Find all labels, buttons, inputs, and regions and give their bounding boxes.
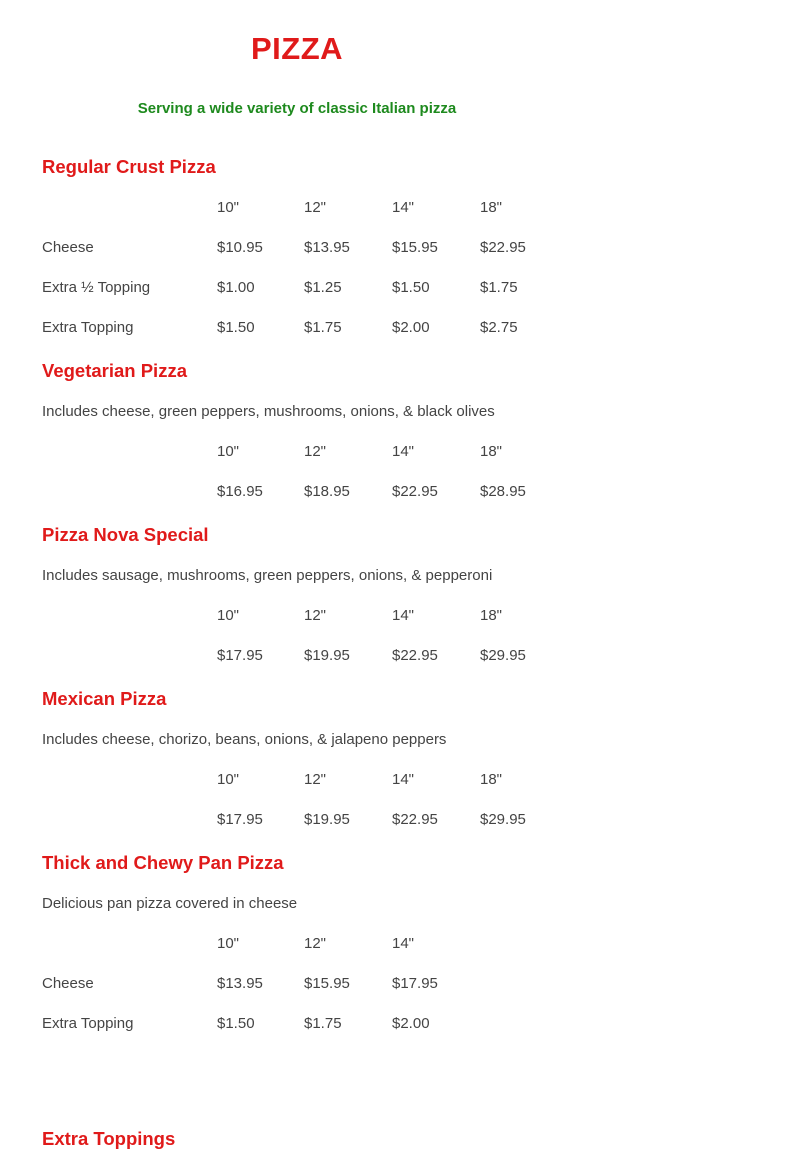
section-description: Delicious pan pizza covered in cheese — [42, 895, 298, 912]
size-header-row — [0, 934, 785, 954]
page-title: PIZZA — [250, 31, 344, 66]
price-row — [0, 974, 785, 994]
item-label: Extra Topping — [42, 1015, 134, 1032]
price: $2.75 — [480, 319, 518, 336]
section-description: Includes sausage, mushrooms, green peppers, onions, & pepperoni — [42, 567, 493, 584]
price-row — [0, 482, 785, 502]
size-label: 10" — [217, 935, 240, 952]
section-title-mexican: Mexican Pizza — [42, 688, 167, 709]
item-label: Extra Topping — [42, 319, 134, 336]
item-label: Cheese — [42, 975, 94, 992]
section-description: Includes cheese, chorizo, beans, onions, & jalapeno peppers — [42, 731, 447, 748]
price: $1.75 — [304, 319, 342, 336]
price: $1.25 — [304, 279, 342, 296]
size-label: 12" — [304, 935, 327, 952]
price-row — [0, 646, 785, 666]
price: $1.00 — [217, 279, 255, 296]
item-label: Extra ½ Topping — [42, 279, 151, 296]
price: $29.95 — [480, 811, 526, 828]
size-label: 14" — [392, 771, 415, 788]
price: $15.95 — [392, 239, 438, 256]
size-label: 18" — [480, 607, 503, 624]
price: $19.95 — [304, 647, 350, 664]
size-label: 12" — [304, 199, 327, 216]
size-label: 14" — [392, 607, 415, 624]
size-label: 14" — [392, 443, 415, 460]
price: $22.95 — [480, 239, 526, 256]
section-title-extra-toppings: Extra Toppings — [42, 1128, 176, 1149]
size-header-row — [0, 442, 785, 462]
price: $17.95 — [217, 811, 263, 828]
price: $28.95 — [480, 483, 526, 500]
size-label: 18" — [480, 443, 503, 460]
size-label: 10" — [217, 607, 240, 624]
section-title-regular-crust: Regular Crust Pizza — [42, 156, 216, 177]
price: $1.75 — [480, 279, 518, 296]
size-label: 10" — [217, 443, 240, 460]
price: $2.00 — [392, 319, 430, 336]
price-row — [0, 810, 785, 830]
price: $10.95 — [217, 239, 263, 256]
item-label: Cheese — [42, 239, 94, 256]
section-title-vegetarian: Vegetarian Pizza — [42, 360, 187, 381]
size-label: 12" — [304, 607, 327, 624]
price: $22.95 — [392, 483, 438, 500]
price: $17.95 — [392, 975, 438, 992]
price: $13.95 — [304, 239, 350, 256]
price-row — [0, 238, 785, 258]
price-row — [0, 278, 785, 298]
price: $19.95 — [304, 811, 350, 828]
section-description: Includes cheese, green peppers, mushrooms, onions, & black olives — [42, 403, 495, 420]
price: $1.75 — [304, 1015, 342, 1032]
price: $22.95 — [392, 647, 438, 664]
price-row — [0, 1014, 785, 1034]
page-subtitle: Serving a wide variety of classic Italian pizza — [137, 100, 457, 117]
size-label: 10" — [217, 771, 240, 788]
price-row — [0, 318, 785, 338]
size-label: 10" — [217, 199, 240, 216]
price: $15.95 — [304, 975, 350, 992]
size-header-row — [0, 770, 785, 790]
price: $2.00 — [392, 1015, 430, 1032]
size-header-row — [0, 606, 785, 626]
size-label: 12" — [304, 771, 327, 788]
size-header-row — [0, 198, 785, 218]
price: $1.50 — [217, 319, 255, 336]
size-label: 14" — [392, 199, 415, 216]
size-label: 12" — [304, 443, 327, 460]
price: $1.50 — [217, 1015, 255, 1032]
size-label: 14" — [392, 935, 415, 952]
price: $16.95 — [217, 483, 263, 500]
size-label: 18" — [480, 199, 503, 216]
price: $1.50 — [392, 279, 430, 296]
size-label: 18" — [480, 771, 503, 788]
price: $13.95 — [217, 975, 263, 992]
price: $29.95 — [480, 647, 526, 664]
price: $18.95 — [304, 483, 350, 500]
section-title-nova-special: Pizza Nova Special — [42, 524, 209, 545]
price: $17.95 — [217, 647, 263, 664]
section-title-pan-pizza: Thick and Chewy Pan Pizza — [42, 852, 284, 873]
price: $22.95 — [392, 811, 438, 828]
